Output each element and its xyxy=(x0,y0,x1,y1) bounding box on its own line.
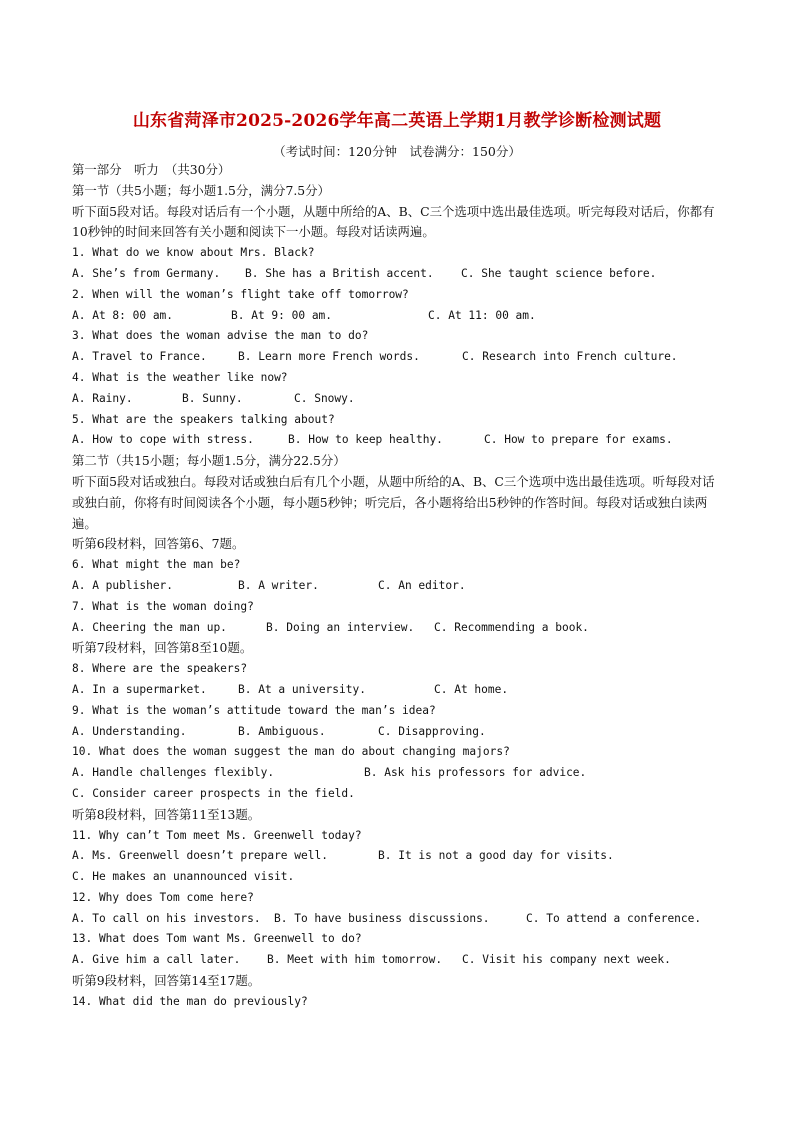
section-instructions: 听下面5段对话。每段对话后有一个小题，从题中所给的A、B、C三个选项中选出最佳选项。听完每段对话后，你都有 10秒钟的时间来回答有关小题和阅读下一小题。每段对话读两遍。 xyxy=(72,203,715,240)
material-heading: 听第6段材料，回答第6、7题。 xyxy=(72,536,245,552)
option-c: C. She taught science before. xyxy=(461,266,657,280)
material-heading: 听第7段材料，回答第8至10题。 xyxy=(72,640,253,656)
option-a: A. Understanding. xyxy=(72,724,187,738)
option-c: C. Research into French culture. xyxy=(462,350,678,364)
question-6: 6. What might the man be? xyxy=(72,558,241,572)
option-a: A. In a supermarket. xyxy=(72,682,207,696)
option-b: B. A writer. xyxy=(238,578,319,592)
option-b: B. At 9: 00 am. xyxy=(231,308,333,322)
option-b: B. Ambiguous. xyxy=(238,724,326,738)
question-3: 3. What does the woman advise the man to do? xyxy=(72,329,369,343)
option-a: A. Ms. Greenwell doesn’t prepare well. xyxy=(72,849,328,863)
option-c: C. At home. xyxy=(434,682,509,696)
option-a: A. To call on his investors. xyxy=(72,911,261,925)
options-9 xyxy=(72,722,724,743)
option-a: A. Handle challenges flexibly. xyxy=(72,766,275,780)
option-b: B. Ask his professors for advice. xyxy=(364,766,587,780)
option-a: A. Rainy. xyxy=(72,391,133,405)
question-8: 8. Where are the speakers? xyxy=(72,662,248,676)
option-c: C. Snowy. xyxy=(294,391,355,405)
option-a: A. She’s from Germany. xyxy=(72,266,221,280)
options-3 xyxy=(72,347,724,368)
question-5: 5. What are the speakers talking about? xyxy=(72,412,335,426)
question-1: 1. What do we know about Mrs. Black? xyxy=(72,246,315,260)
exam-body xyxy=(72,160,724,1013)
options-2 xyxy=(72,306,724,327)
question-14: 14. What did the man do previously? xyxy=(72,994,308,1008)
option-c: C. Visit his company next week. xyxy=(462,953,671,967)
option-a: A. Give him a call later. xyxy=(72,953,241,967)
section-heading: 第一节（共5小题；每小题1.5分，满分7.5分） xyxy=(72,182,330,198)
option-b: B. Learn more French words. xyxy=(238,350,420,364)
option-c: C. At 11: 00 am. xyxy=(428,308,536,322)
question-13: 13. What does Tom want Ms. Greenwell to do? xyxy=(72,932,362,946)
option-a: A. Cheering the man up. xyxy=(72,620,227,634)
question-2: 2. When will the woman’s flight take off tomorrow? xyxy=(72,287,409,301)
options-1 xyxy=(72,264,724,285)
options-13 xyxy=(72,950,724,971)
part-heading: 第一部分 听力 （共30分） xyxy=(72,162,231,177)
question-12: 12. Why does Tom come here? xyxy=(72,890,254,904)
option-c: C. To attend a conference. xyxy=(526,911,702,925)
page-title: 山东省菏泽市2025-2026学年高二英语上学期1月教学诊断检测试题 xyxy=(132,111,662,131)
option-c: C. How to prepare for exams. xyxy=(484,433,673,447)
options-8 xyxy=(72,680,724,701)
option-b: B. Meet with him tomorrow. xyxy=(267,953,443,967)
question-4: 4. What is the weather like now? xyxy=(72,370,288,384)
option-b: B. Sunny. xyxy=(182,391,243,405)
options-6 xyxy=(72,576,724,597)
question-9: 9. What is the woman’s attitude toward the man’s idea? xyxy=(72,703,436,717)
options-7 xyxy=(72,618,724,639)
question-10: 10. What does the woman suggest the man do about changing majors? xyxy=(72,745,510,759)
option-c: C. An editor. xyxy=(378,578,466,592)
option-b: B. To have business discussions. xyxy=(274,911,490,925)
option-a: A. At 8: 00 am. xyxy=(72,308,174,322)
option-b: B. It is not a good day for visits. xyxy=(378,849,614,863)
options-4 xyxy=(72,389,724,410)
options-12 xyxy=(72,909,724,930)
option-c: C. Disapproving. xyxy=(378,724,486,738)
option-b: B. At a university. xyxy=(238,682,366,696)
option-b: B. Doing an interview. xyxy=(266,620,415,634)
question-7: 7. What is the woman doing? xyxy=(72,599,254,613)
options-11 xyxy=(72,846,724,867)
options-5 xyxy=(72,430,724,451)
option-b: B. How to keep healthy. xyxy=(288,433,443,447)
section-heading: 第二节（共15小题；每小题1.5分，满分22.5分） xyxy=(72,453,346,469)
option-a: A. A publisher. xyxy=(72,578,174,592)
option-b: B. She has a British accent. xyxy=(245,266,434,280)
option-a: A. How to cope with stress. xyxy=(72,433,254,447)
option-a: A. Travel to France. xyxy=(72,350,207,364)
question-11: 11. Why can’t Tom meet Ms. Greenwell today? xyxy=(72,828,362,842)
option-c: C. Recommending a book. xyxy=(434,620,589,634)
section-instructions: 听下面5段对话或独白。每段对话或独白后有几个小题，从题中所给的A、B、C三个选项中选出最佳选项。听每段对话或独白前，你将有时间阅读各个小题，每小题5秒钟；听完后，各小题将给出5秒钟的作答时间。每段对话或独白读两遍。 xyxy=(72,473,715,531)
material-heading: 听第8段材料，回答第11至13题。 xyxy=(72,806,261,822)
material-heading: 听第9段材料，回答第14至17题。 xyxy=(72,973,261,989)
options-10 xyxy=(72,763,724,784)
option-c-line: C. He makes an unannounced visit. xyxy=(72,870,295,884)
exam-info: （考试时间：120分钟 试卷满分：150分） xyxy=(273,144,521,159)
option-c-line: C. Consider career prospects in the field. xyxy=(72,786,355,800)
